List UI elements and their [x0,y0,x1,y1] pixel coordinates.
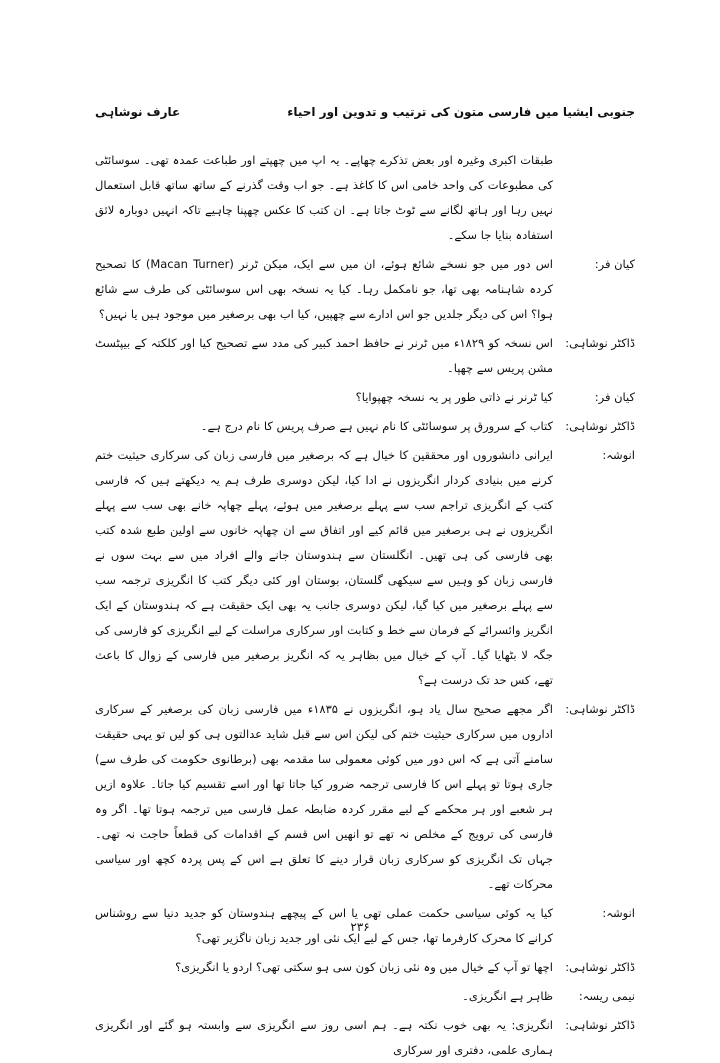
speaker-label: کیان فر: [594,257,635,271]
speech-text: اچھا تو آپ کے خیال میں وہ نئی زبان کون سی ہو سکتی تھی؟ اردو یا انگریزی؟ [175,960,553,974]
speaker-label: انوشہ: [602,906,635,920]
speech-text: کتاب کے سرورق پر سوسائٹی کا نام نہیں ہے صرف پریس کا نام درج ہے۔ [200,419,553,433]
dialogue-row [95,385,635,410]
dialogue-row [95,443,635,693]
speech-text: کیا یہ کوئی سیاسی حکمت عملی تھی یا اس کے پیچھے ہندوستان کو جدید دنیا سے روشناس کرانے کا محرک کارفرما تھا، جس کے لیے ایک نئی اور جدید زبان ناگزیر تھی؟ [95,906,553,945]
dialogue-row [95,697,635,897]
dialogue-row [95,1013,635,1063]
speech-text: اس نسخہ کو ۱۸۲۹ء میں ٹرنر نے حافظ احمد کبیر کی مدد سے تصحیح کیا اور کلکتہ کے بیپٹسٹ مشن پریس سے چھپا۔ [95,336,553,375]
speaker-label: ڈاکٹر نوشاہی: [565,702,635,716]
dialogue-row [95,148,635,248]
speaker-label: نیمی ریسہ: [578,989,635,1003]
speech-text: انگریزی: یہ بھی خوب نکتہ ہے۔ ہم اسی روز سے انگریزی سے وابستہ ہو گئے اور انگریزی ہماری علمی، دفتری اور سرکاری [95,1018,553,1057]
speaker-label: ڈاکٹر نوشاہی: [565,960,635,974]
speaker-label [553,148,635,248]
speaker-label: ڈاکٹر نوشاہی: [565,419,635,433]
speaker-label: کیان فر: [594,390,635,404]
running-author: عارف نوشاہی [95,105,181,119]
dialogue-row [95,414,635,439]
running-head [95,105,635,127]
speech-text: طبقات اکبری وغیرہ اور بعض تذکرے چھاپے۔ یہ اپ میں چھپتے اور طباعت عمدہ تھی۔ سوسائٹی کی مطبوعات کی واحد خامی اس کا کاغذ ہے۔ جو اب وقت گذرنے کے ساتھ ساتھ قابل استعمال نہیں رہا اور ہاتھ لگانے سے ٹوٹ جاتا ہے۔ ان کتب کا عکس چھپنا چاہیے تاکہ انہیں دوبارہ لائق استفادہ بنایا جا سکے۔ [95,153,553,242]
dialogue-row [95,331,635,381]
speaker-label: انوشہ: [602,448,635,462]
speech-text: ظاہر ہے انگریزی۔ [462,989,553,1003]
dialogue-row [95,984,635,1009]
speech-text: ایرانی دانشوروں اور محققین کا خیال ہے کہ برصغیر میں فارسی زبان کی سرکاری حیثیت ختم کرنے میں بنیادی کردار انگریزوں نے ادا کیا، لیکن دوسری طرف ہم یہ دیکھتے ہیں کہ فارسی کتب کے انگریزی تراجم سب سے پہلے برصغیر میں ہوئے، پہلے چھاپہ خانے بھی سب سے پہلے انگریزوں نے ہی برصغیر میں قائم کیے اور اتفاق سے ان چھاپہ خانوں سے اولین طبع شدہ کتب بھی فارسی کی ہی تھیں۔ انگلستان سے ہندوستان جانے والے افراد میں سے بہت سوں نے فارسی زبان کو وہیں سے سیکھی گلستان، بوستان اور کئی دیگر کتب کا انگریزی ترجمہ سب سے پہلے برصغیر میں کیا گیا، لیکن دوسری جانب یہ بھی ایک حقیقت ہے کہ ہندوستان کے ایک انگریز وائسرائے کے فرمان سے خط و کتابت اور سرکاری مراسلت کے لیے انگریزی کو فارسی کی جگہ لا بٹھایا گیا۔ آپ کے خیال میں بظاہر یہ کہ انگریز برصغیر میں فارسی کے زوال کا باعث تھے، کس حد تک درست ہے؟ [95,448,553,687]
dialogue-row [95,955,635,980]
running-title: جنوبی ایشیا میں فارسی متون کی ترتیب و تدوین اور احیاء [287,105,635,119]
speech-text: اس دور میں جو نسخے شائع ہوئے، ان میں سے ایک، میکن ٹرنر (Macan Turner) کا تصحیح کردہ شاہنامہ بھی تھا، جو نامکمل رہا۔ کیا یہ نسخہ بھی اس سوسائٹی کی طرف سے شائع ہوا؟ اس کی دیگر جلدیں جو اس ادارے سے چھپیں، کیا اب بھی برصغیر میں موجود ہیں یا نہیں؟ [95,257,553,321]
speech-text: کیا ٹرنر نے ذاتی طور پر یہ نسخہ چھپوایا؟ [355,390,553,404]
speaker-label: ڈاکٹر نوشاہی: [565,1018,635,1032]
speaker-label: ڈاکٹر نوشاہی: [565,336,635,350]
dialogue-row [95,252,635,327]
page-number: ۲۳۶ [350,920,370,934]
speech-text: اگر مجھے صحیح سال یاد ہو، انگریزوں نے ۱۸۳۵ء میں فارسی زبان کی برصغیر کے سرکاری اداروں میں سرکاری حیثیت ختم کی لیکن اس سے قبل شاید عدالتوں ہی کو لیں تو یہی حقیقت سامنے آتی ہے کہ اس دور میں کوئی معمولی سا مقدمہ بھی (برطانوی حکومت کی طرف سے) جاری ہوتا تو پہلے اس کا فارسی ترجمہ ضرور کیا جاتا تھا اور اسے تقسیم کیا جاتا۔ علاوہ ازیں ہر شعبے اور ہر محکمے کے لیے مقرر کردہ ضابطہ عمل فارسی میں ترجمہ ہوتا تھا۔ اگر وہ فارسی کی ترویج کے مخلص نہ تھے تو انھیں اس قسم کے اقدامات کی قطعاً حاجت نہ تھی۔ جہاں تک انگریزی کو سرکاری زبان قرار دینے کا تعلق ہے اس کے پس پردہ کچھ اور سیاسی محرکات تھے۔ [95,702,553,891]
